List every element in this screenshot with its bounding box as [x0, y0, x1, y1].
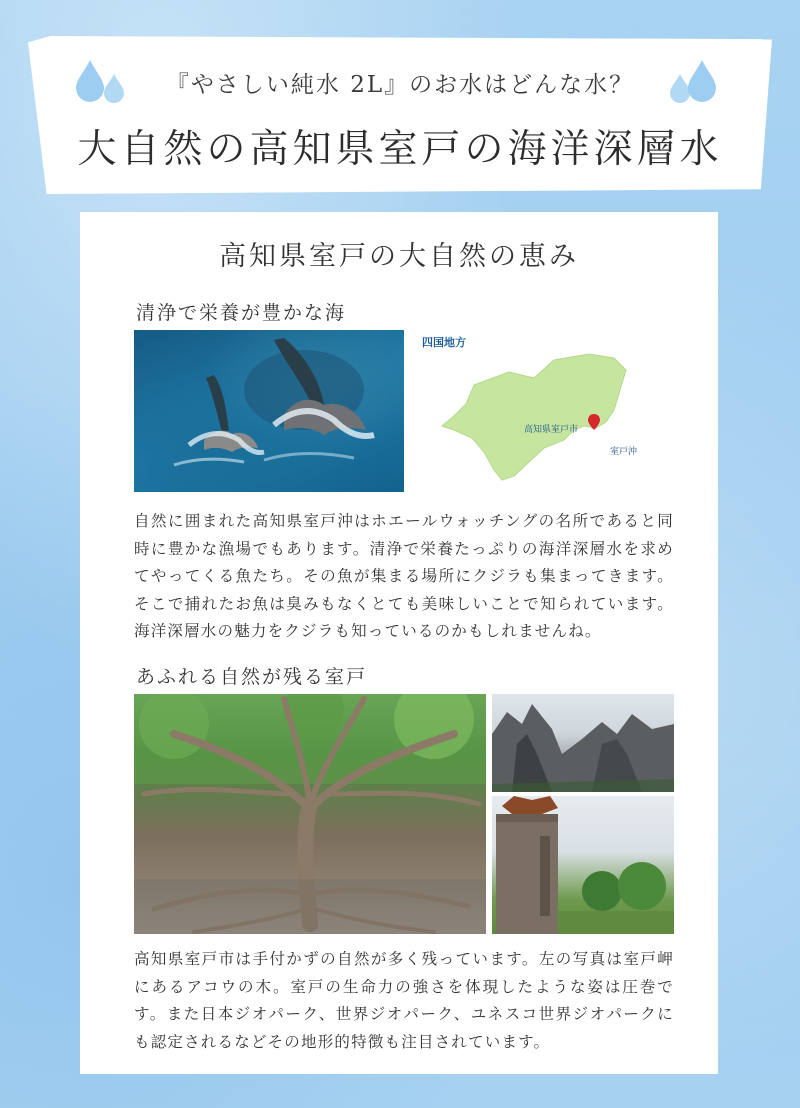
- page-title: 大自然の高知県室戸の海洋深層水: [77, 127, 723, 172]
- section-paragraph-nature: 高知県室戸市は手付かずの自然が多く残っています。左の写真は室戸岬にあるアコウの木。室戸の生命力の強さを体現したような姿は圧巻です。また日本ジオパーク、世界ジオパーク、ユネスコ世界ジオパークにも認定されるなどその地形的特徴も注目されています。: [134, 950, 674, 1051]
- header-subtitle: 『やさしい純水 2L』のお水はどんな水？: [165, 72, 635, 98]
- shikoku-map: [414, 330, 654, 492]
- whale-photo: [134, 330, 404, 492]
- section-heading-sea: 清浄で栄養が豊かな海: [136, 302, 347, 324]
- old-tower-photo: [492, 796, 674, 934]
- card-title: 高知県室戸の大自然の恵み: [219, 241, 579, 272]
- map-city-label: 高知県室戸市: [524, 424, 579, 434]
- akou-tree-photo: [134, 694, 486, 934]
- rock-formation-photo: [492, 694, 674, 792]
- location-pin-icon: [588, 414, 600, 430]
- map-offshore-label: 室戸沖: [610, 446, 638, 456]
- section-heading-nature: あふれる自然が残る室戸: [136, 666, 368, 688]
- map-region-label: 四国地方: [422, 337, 466, 349]
- section-paragraph-sea: 自然に囲まれた高知県室戸沖はホエールウォッチングの名所であると同時に豊かな漁場でもあります。清浄で栄養たっぷりの海洋深層水を求めてやってくる魚たち。その魚が集まる場所にクジラも集まってきます。そこで捕れたお魚は臭みもなくとても美味しいことで知られています。海洋深層水の魅力をクジラも知っているのかもしれませんね。: [134, 512, 674, 640]
- content-card: [80, 212, 718, 1074]
